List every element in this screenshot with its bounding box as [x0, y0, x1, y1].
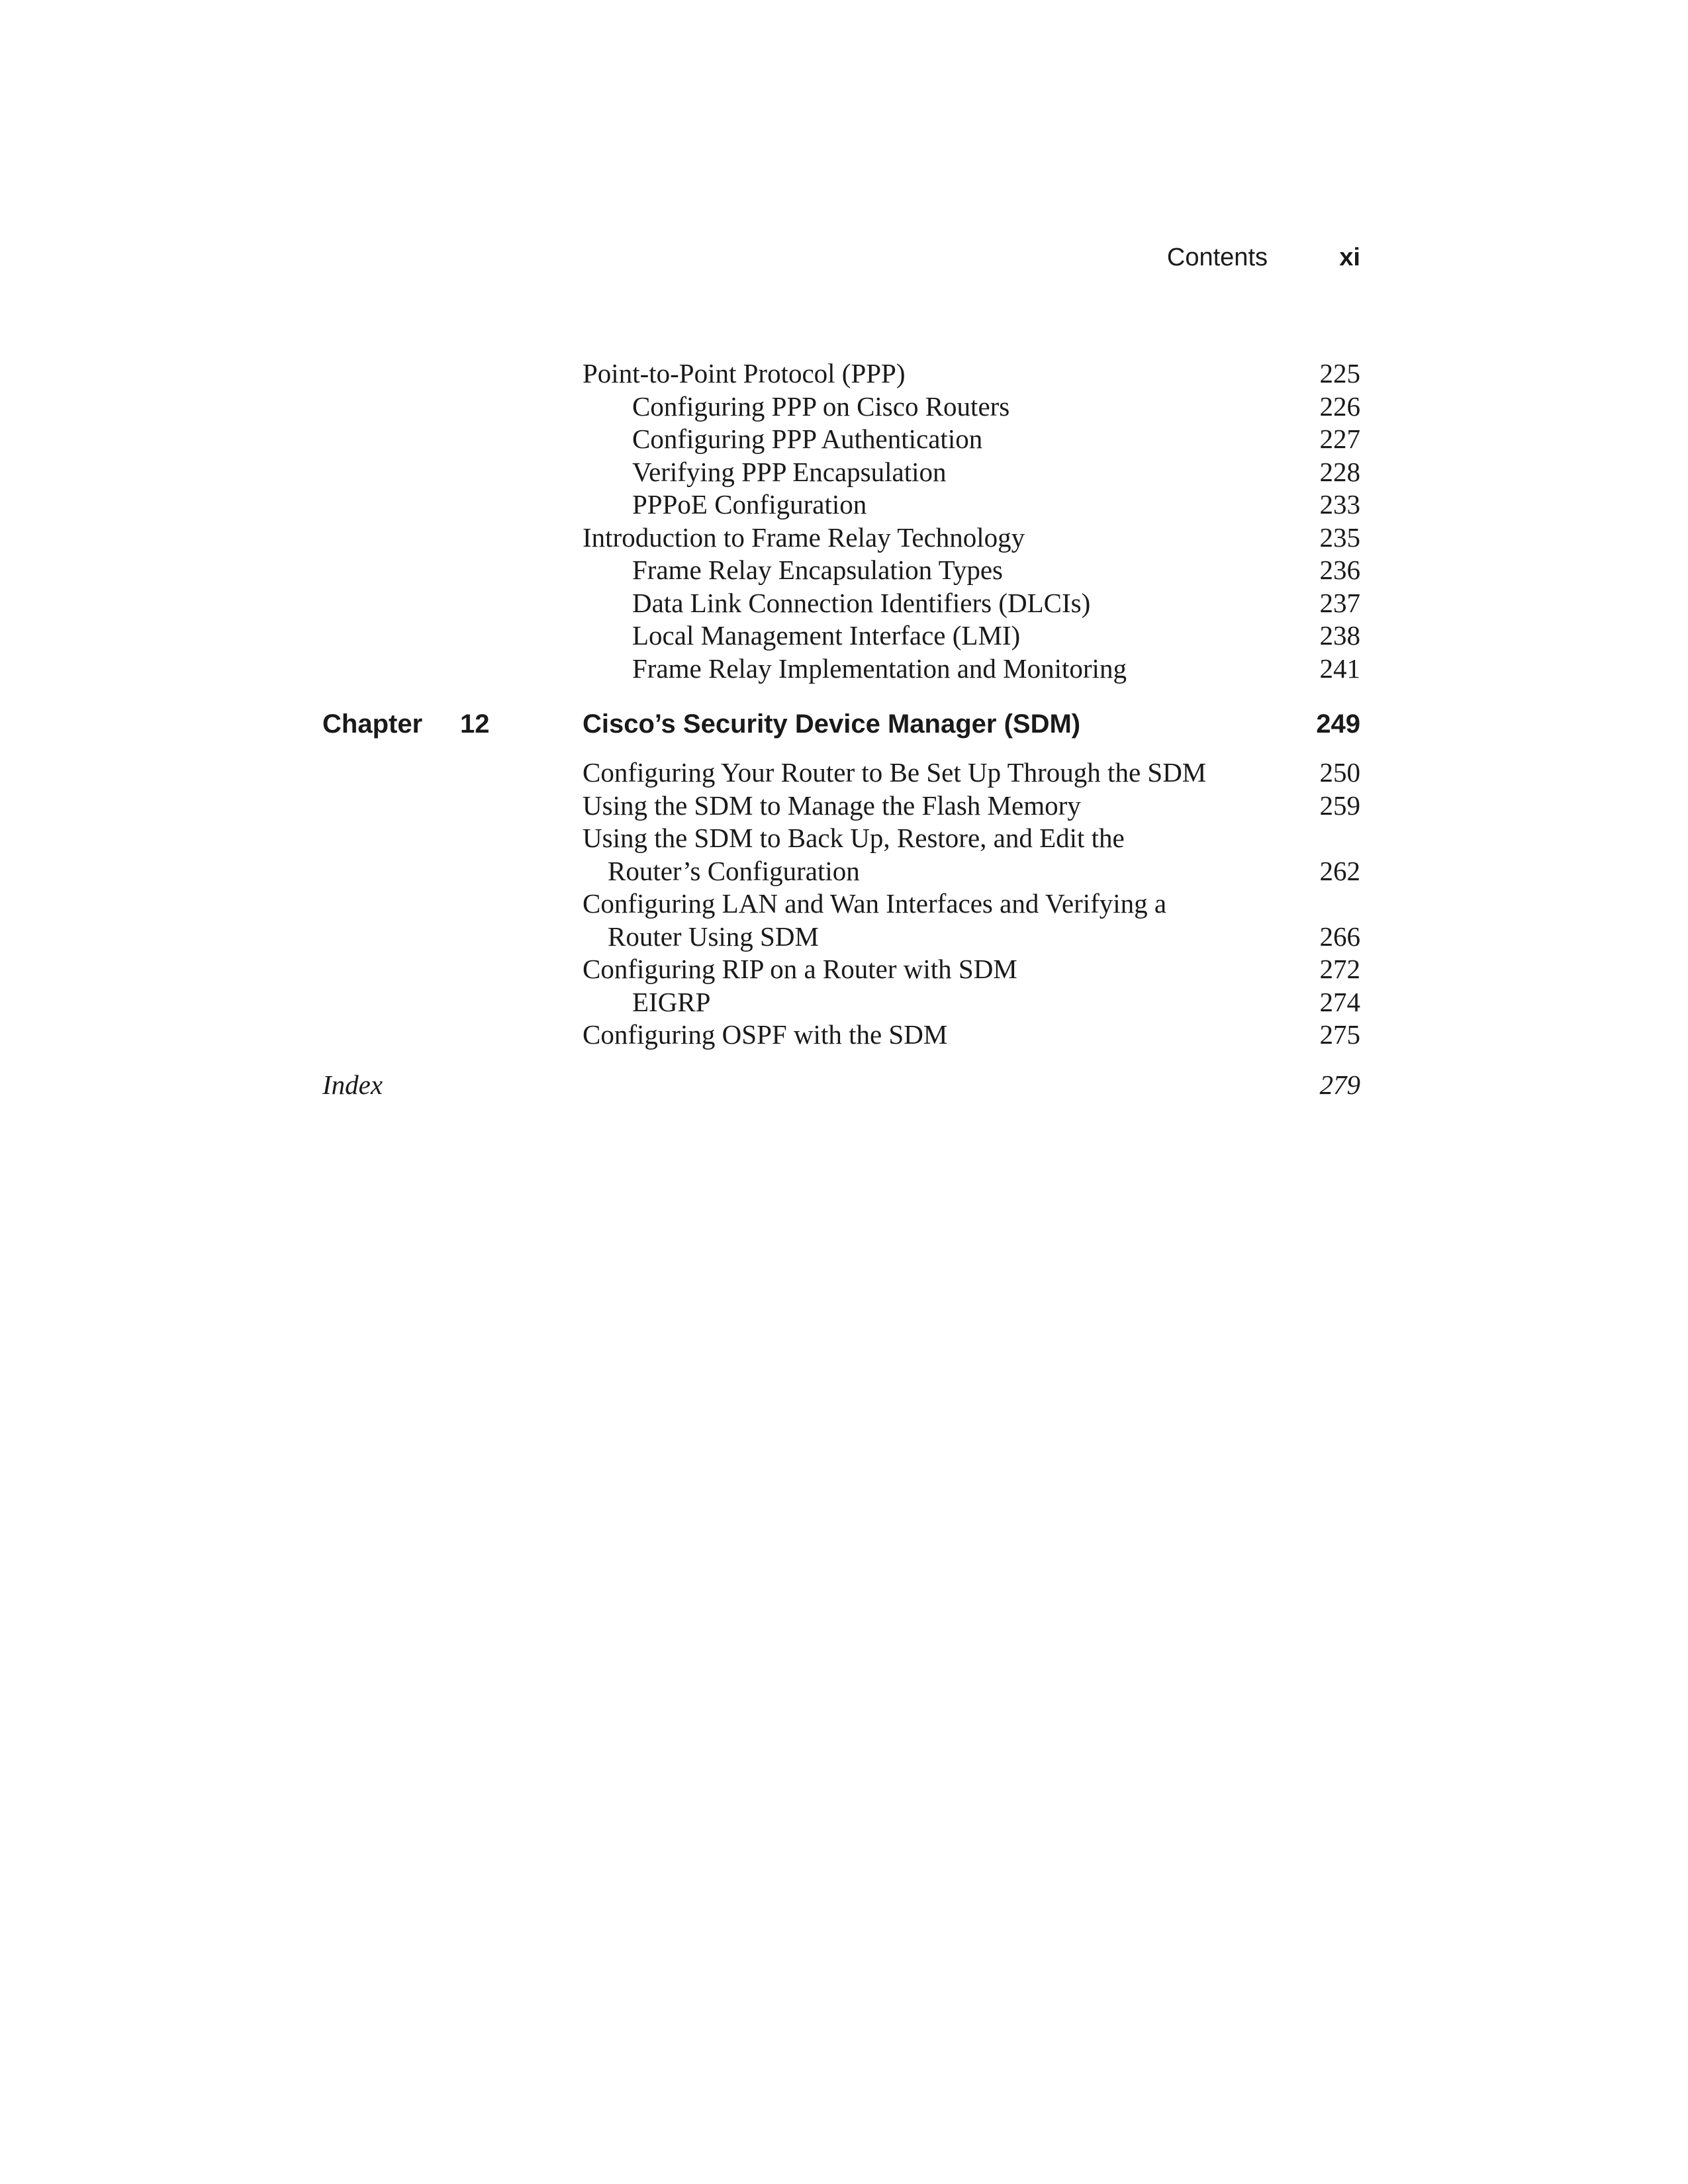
toc-entry-page: 226 [1319, 390, 1360, 422]
toc-entry-page: 272 [1319, 954, 1360, 984]
toc-entry[interactable] [583, 357, 1360, 390]
toc-entry-page: 259 [1319, 790, 1360, 821]
toc-entry-page: 238 [1319, 620, 1360, 651]
toc-section-chapter-11-continued [583, 357, 1360, 685]
toc-subentry[interactable] [583, 488, 1360, 522]
toc-entry-page: 274 [1319, 986, 1360, 1017]
running-head-page-number: xi [1339, 244, 1360, 271]
toc-entry[interactable] [583, 887, 1360, 953]
toc-subentry[interactable] [583, 986, 1360, 1019]
toc-entry-title: Frame Relay Implementation and Monitoring [632, 653, 1127, 684]
toc-subentry[interactable] [583, 653, 1360, 686]
index-page: 279 [1319, 1069, 1360, 1100]
toc-subentry[interactable] [583, 619, 1360, 653]
toc-entry-page: 241 [1319, 653, 1360, 684]
toc-entry-page: 227 [1319, 424, 1360, 454]
toc-entry-title: Point-to-Point Protocol (PPP) [583, 358, 906, 388]
toc-entry-title: PPPoE Configuration [632, 489, 867, 520]
toc-subentry[interactable] [583, 554, 1360, 587]
toc-entry-title: Data Link Connection Identifiers (DLCIs) [632, 587, 1091, 618]
toc-entry-title: Configuring Your Router to Be Set Up Through the SDM [583, 757, 1207, 788]
toc-entry-title: Configuring PPP Authentication [632, 424, 983, 454]
toc-entry[interactable] [583, 953, 1360, 986]
index-label: Index [322, 1069, 383, 1100]
toc-entry-title-continuation: Router’s Configuration [608, 855, 860, 886]
chapter-heading[interactable] [322, 709, 1360, 749]
toc-entry-page: 225 [1319, 358, 1360, 388]
toc-entry-title: Frame Relay Encapsulation Types [632, 555, 1003, 585]
toc-entry-page: 262 [1319, 855, 1360, 886]
toc-entry-title: Configuring RIP on a Router with SDM [583, 954, 1017, 984]
running-head [1059, 244, 1360, 281]
toc-entry-title: Local Management Interface (LMI) [632, 620, 1021, 651]
toc-entry[interactable] [583, 522, 1360, 555]
toc-entry-title: Configuring PPP on Cisco Routers [632, 390, 1010, 422]
toc-entry-page: 236 [1319, 555, 1360, 585]
toc-entry-title: Configuring LAN and Wan Interfaces and Verifying a [583, 888, 1167, 919]
toc-entry-page: 228 [1319, 456, 1360, 487]
toc-entry-page: 266 [1319, 921, 1360, 952]
toc-entry[interactable] [583, 822, 1360, 887]
toc-section-chapter-12 [583, 756, 1360, 1052]
index-entry[interactable] [322, 1069, 1360, 1106]
chapter-page: 249 [1316, 709, 1360, 739]
toc-entry-title: Using the SDM to Manage the Flash Memory [583, 790, 1081, 821]
toc-entry-title: Verifying PPP Encapsulation [632, 456, 947, 487]
toc-subentry[interactable] [583, 423, 1360, 456]
toc-entry[interactable] [583, 1019, 1360, 1052]
toc-entry-page: 237 [1319, 587, 1360, 618]
toc-subentry[interactable] [583, 390, 1360, 424]
toc-entry-page: 275 [1319, 1019, 1360, 1050]
toc-entry[interactable] [583, 790, 1360, 823]
toc-entry-page: 233 [1319, 489, 1360, 520]
toc-entry-page: 235 [1319, 522, 1360, 553]
chapter-title: Cisco’s Security Device Manager (SDM) [583, 709, 1081, 739]
running-head-label: Contents [1166, 244, 1268, 271]
chapter-label: Chapter [322, 709, 423, 739]
toc-subentry[interactable] [583, 456, 1360, 489]
toc-entry-page: 250 [1319, 757, 1360, 788]
toc-subentry[interactable] [583, 587, 1360, 620]
chapter-number: 12 [460, 709, 490, 739]
toc-entry-title: Configuring OSPF with the SDM [583, 1019, 948, 1050]
toc-entry-title: Introduction to Frame Relay Technology [583, 522, 1025, 553]
toc-entry-title: EIGRP [632, 986, 711, 1017]
toc-entry[interactable] [583, 756, 1360, 790]
toc-entry-title: Using the SDM to Back Up, Restore, and Edit the [583, 823, 1125, 853]
toc-entry-title-continuation: Router Using SDM [608, 921, 819, 952]
